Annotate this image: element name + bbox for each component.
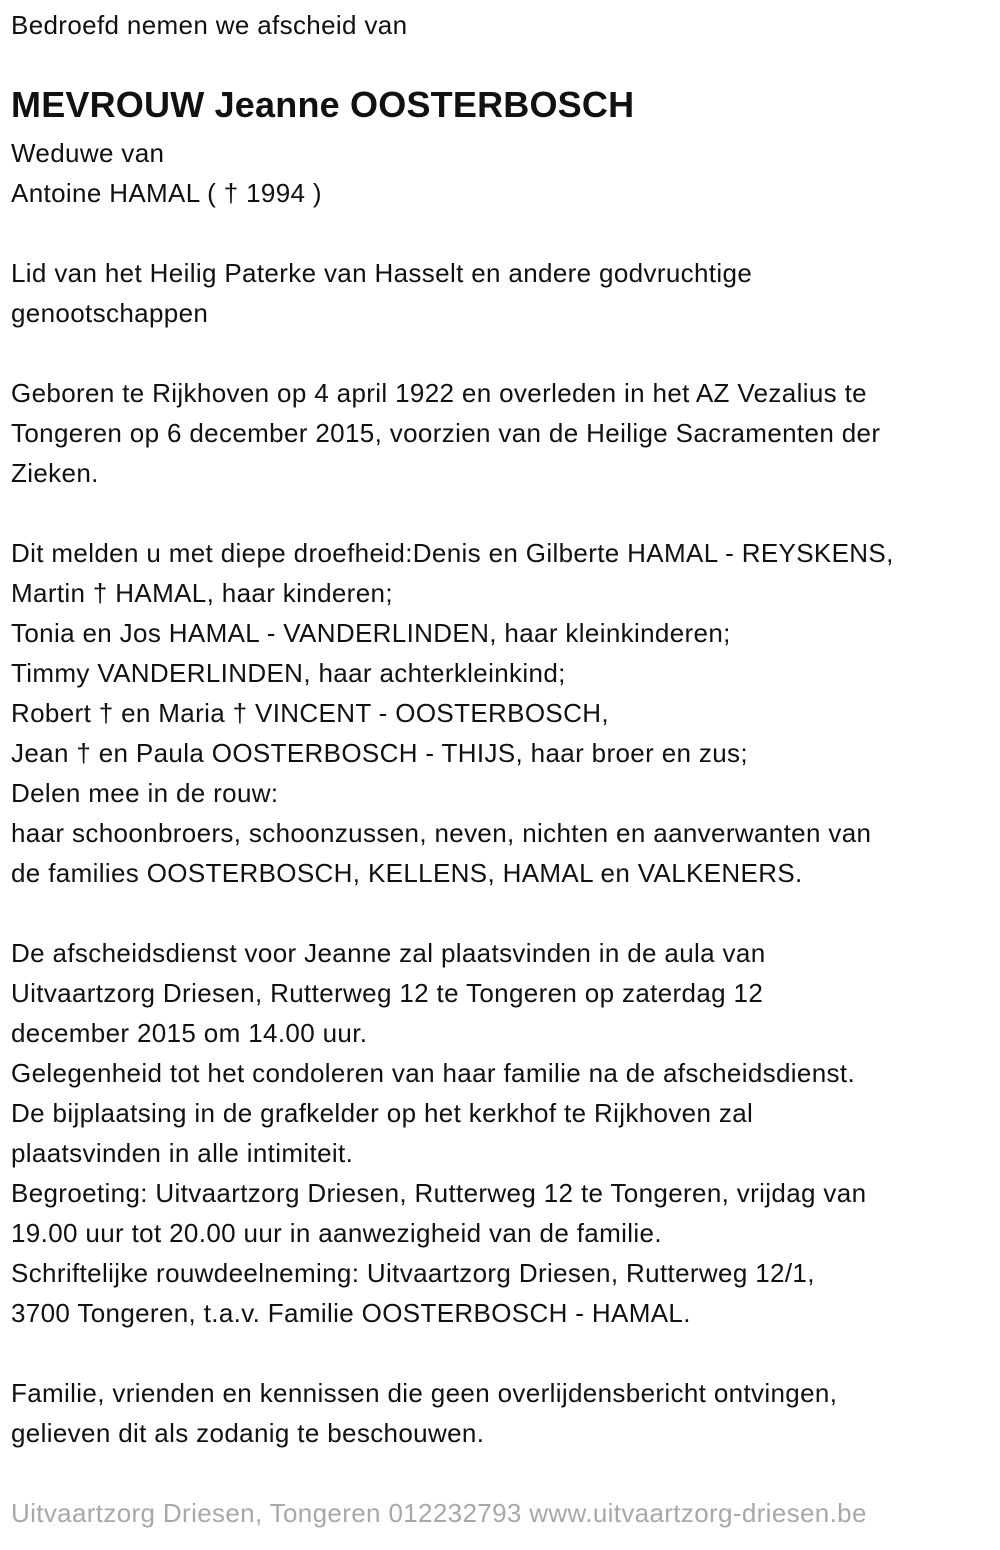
- text-line: gelieven dit als zodanig te beschouwen.: [11, 1418, 485, 1448]
- text-line: 19.00 uur tot 20.00 uur in aanwezigheid van de familie.: [11, 1218, 662, 1248]
- text-line: genootschappen: [11, 298, 209, 328]
- text-line: haar schoonbroers, schoonzussen, neven, nichten en aanverwanten van: [11, 818, 872, 848]
- text-line: Schriftelijke rouwdeelneming: Uitvaartzorg Driesen, Rutterweg 12/1,: [11, 1258, 815, 1288]
- text-line: Weduwe van: [11, 138, 165, 168]
- text-line: Dit melden u met diepe droefheid:Denis en Gilberte HAMAL - REYSKENS,: [11, 538, 894, 568]
- text-line: Lid van het Heilig Paterke van Hasselt en andere godvruchtige: [11, 258, 753, 288]
- text-line: De bijplaatsing in de grafkelder op het kerkhof te Rijkhoven zal: [11, 1098, 754, 1128]
- text-line: Tongeren op 6 december 2015, voorzien van de Heilige Sacramenten der: [11, 418, 881, 448]
- membership-paragraph: [11, 253, 1000, 333]
- closing-paragraph: [11, 1373, 1000, 1453]
- text-line: Uitvaartzorg Driesen, Rutterweg 12 te Tongeren op zaterdag 12: [11, 978, 764, 1008]
- text-line: Gelegenheid tot het condoleren van haar familie na de afscheidsdienst.: [11, 1058, 856, 1088]
- text-line: Martin † HAMAL, haar kinderen;: [11, 578, 393, 608]
- obituary-body: [11, 133, 1000, 1453]
- text-line: Tonia en Jos HAMAL - VANDERLINDEN, haar kleinkinderen;: [11, 618, 731, 648]
- text-line: Delen mee in de rouw:: [11, 778, 279, 808]
- text-line: Begroeting: Uitvaartzorg Driesen, Rutterweg 12 te Tongeren, vrijdag van: [11, 1178, 867, 1208]
- text-line: De afscheidsdienst voor Jeanne zal plaatsvinden in de aula van: [11, 938, 766, 968]
- ceremony-paragraph: [11, 933, 1000, 1333]
- text-line: plaatsvinden in alle intimiteit.: [11, 1138, 354, 1168]
- birth-death-paragraph: [11, 373, 1000, 493]
- text-line: Antoine HAMAL ( † 1994 ): [11, 178, 322, 208]
- text-line: 3700 Tongeren, t.a.v. Familie OOSTERBOSCH - HAMAL.: [11, 1298, 691, 1328]
- text-line: december 2015 om 14.00 uur.: [11, 1018, 368, 1048]
- text-line: Zieken.: [11, 458, 99, 488]
- family-paragraph: [11, 533, 1000, 893]
- text-line: Jean † en Paula OOSTERBOSCH - THIJS, haar broer en zus;: [11, 738, 748, 768]
- widow-of-paragraph: [11, 133, 1000, 213]
- text-line: Geboren te Rijkhoven op 4 april 1922 en overleden in het AZ Vezalius te: [11, 378, 867, 408]
- text-line: Familie, vrienden en kennissen die geen overlijdensbericht ontvingen,: [11, 1378, 838, 1408]
- intro-text: Bedroefd nemen we afscheid van: [11, 10, 408, 40]
- funeral-home-footer: Uitvaartzorg Driesen, Tongeren 012232793 www.uitvaartzorg-driesen.be: [11, 1498, 867, 1528]
- deceased-name: MEVROUW Jeanne OOSTERBOSCH: [11, 84, 635, 125]
- text-line: Timmy VANDERLINDEN, haar achterkleinkind;: [11, 658, 566, 688]
- text-line: Robert † en Maria † VINCENT - OOSTERBOSCH,: [11, 698, 609, 728]
- text-line: de families OOSTERBOSCH, KELLENS, HAMAL en VALKENERS.: [11, 858, 803, 888]
